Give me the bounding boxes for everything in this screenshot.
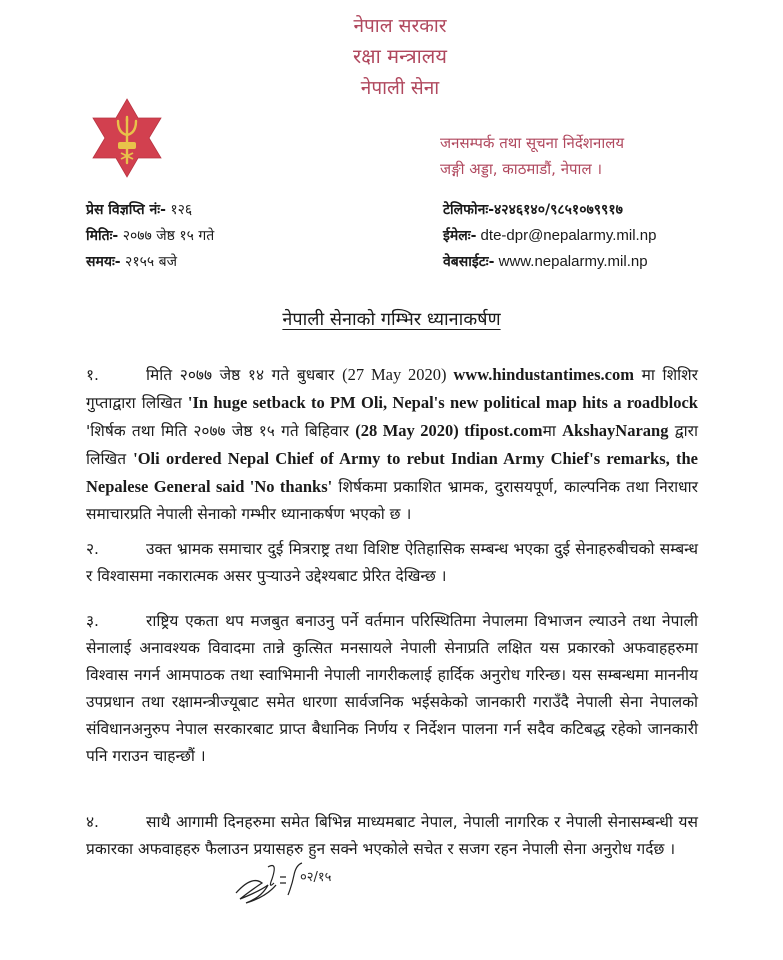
text: मिति २०७७ जेष्ठ १४ गते बुधबार [146,366,343,384]
army-emblem [88,97,166,179]
paragraph-4 [86,809,698,863]
signature [232,855,332,907]
article-title-1: 'In huge setback to PM Oli, Nepal's new political map hits a roadblock [187,393,698,412]
release-date [86,223,214,249]
contact-info [443,197,656,275]
text: मा [542,422,563,440]
author-name: AkshayNarang [562,421,669,440]
email [443,223,656,249]
release-time [86,249,214,275]
directorate-name: जनसम्पर्क तथा सूचना निर्देशनालय [440,134,625,152]
source-tfipost: (28 May 2020) tfipost.com [355,421,543,440]
press-release-label: प्रेस विज्ञप्ति नंः- [86,202,166,218]
paragraph-text: साथै आगामी दिनहरुमा समेत बिभिन्न माध्यमबाट नेपाल, नेपाली नागरिक र नेपाली सेनासम्बन्धी यस प्रकारका अफवाहहरु फैलाउन प्रयासहरु हुन सक्ने भएकोले सचेत र सजग रहन नेपाली सेना अनुरोध गर्दछ । [86,813,698,858]
phone-value: ४२४६१४०/९८५१०७९९१७ [494,202,623,218]
paragraph-2 [86,536,698,590]
date-label: मितिः- [86,228,119,244]
signature-scribble-icon [232,855,332,907]
paragraph-number: २. [86,540,99,558]
email-label: ईमेलः- [443,228,477,244]
paragraph-text: उक्त भ्रामक समाचार दुई मित्रराष्ट्र तथा विशिष्ट ऐतिहासिक सम्बन्ध भएका दुई सेनाहरुबीचको सम्बन्ध र विश्वासमा नकारात्मक असर पुऱ्याउने उद्देश्यबाट प्रेरित देखिन्छ । [86,540,698,585]
text: शिर्षकमा प्रकाशित भ्रामक, दुरासयपूर्ण, काल्पनिक तथा निराधार समाचारप्रति नेपाली सेनाको गम्भीर ध्यानाकर्षण भएको छ । [86,478,698,523]
article-title-2: 'Oli ordered Nepal Chief of Army to rebut Indian Army Chief's remarks, the Nepalese General said 'No thanks' [86,449,698,496]
star-trident-icon [88,97,166,179]
paragraph-number: ३. [86,612,99,630]
paragraph-text: राष्ट्रिय एकता थप मजबुत बनाउनु पर्ने वर्तमान परिस्थितिमा नेपालमा विभाजन ल्याउने तथा नेपाली सेनालाई अनावश्यक विवादमा तान्ने कुत्सित मनसायले नेपाली सेनाप्रति लक्षित यस प्रकारको अफवाहहरुमा विश्वास नगर्न आमपाठक तथा स्वाभिमानी नेपाली नागरीकलाई हार्दिक अनुरोध गरिन्छ। यस सम्बन्धमा माननीय उपप्रधान तथा रक्षामन्त्रीज्यूबाट समेत धारणा सार्वजनिक भईसकेको जानकारी गराउँदै नेपाली सेना नेपालको संविधानअनुरुप नेपाल सरकारबाट प्राप्त बैधानिक निर्णय र निर्देशन पालना गर्न सदैव कटिबद्ध रहेको जानकारी पनि गराउन चाहन्छौं । [86,612,698,765]
phone [443,197,656,223]
release-meta [86,197,214,275]
website [443,249,656,275]
header-army: नेपाली सेना [360,77,440,99]
directorate-address: जङ्गी अड्डा, काठमाडौं, नेपाल । [440,160,603,178]
text: 'शिर्षक तथा मिति २०७७ जेष्ठ १५ गते बिहिवार [86,422,356,440]
source-hindustantimes: www.hindustantimes.com [453,365,634,384]
paragraph-number: ४. [86,813,99,831]
email-link[interactable]: dte-dpr@nepalarmy.mil.np [476,227,657,244]
header-government: नेपाल सरकार [353,15,447,37]
signature-date: ०२/१५ [300,870,332,885]
website-link[interactable]: www.nepalarmy.mil.np [494,253,648,270]
title-text: नेपाली सेनाको गम्भिर ध्यानाकर्षण [282,309,501,330]
date-value: २०७७ जेष्ठ १५ गते [118,228,215,244]
date-english: (27 May 2020) [342,365,454,384]
time-label: समयः- [86,254,121,270]
document-title [0,307,783,331]
text: द्वारा लिखित [86,422,699,468]
paragraph-3 [86,608,698,770]
paragraph-number: १. [86,366,99,384]
text: मा शिशिर गुप्ताद्वारा लिखित [86,366,698,412]
header-ministry: रक्षा मन्त्रालय [353,44,447,68]
time-value: २१५५ बजे [120,254,178,270]
paragraph-1 [86,361,698,528]
website-label: वेबसाईटः- [443,254,495,270]
press-release-number [86,197,214,223]
press-release-value: १२६ [165,202,193,218]
phone-label: टेलिफोनः- [443,202,495,218]
